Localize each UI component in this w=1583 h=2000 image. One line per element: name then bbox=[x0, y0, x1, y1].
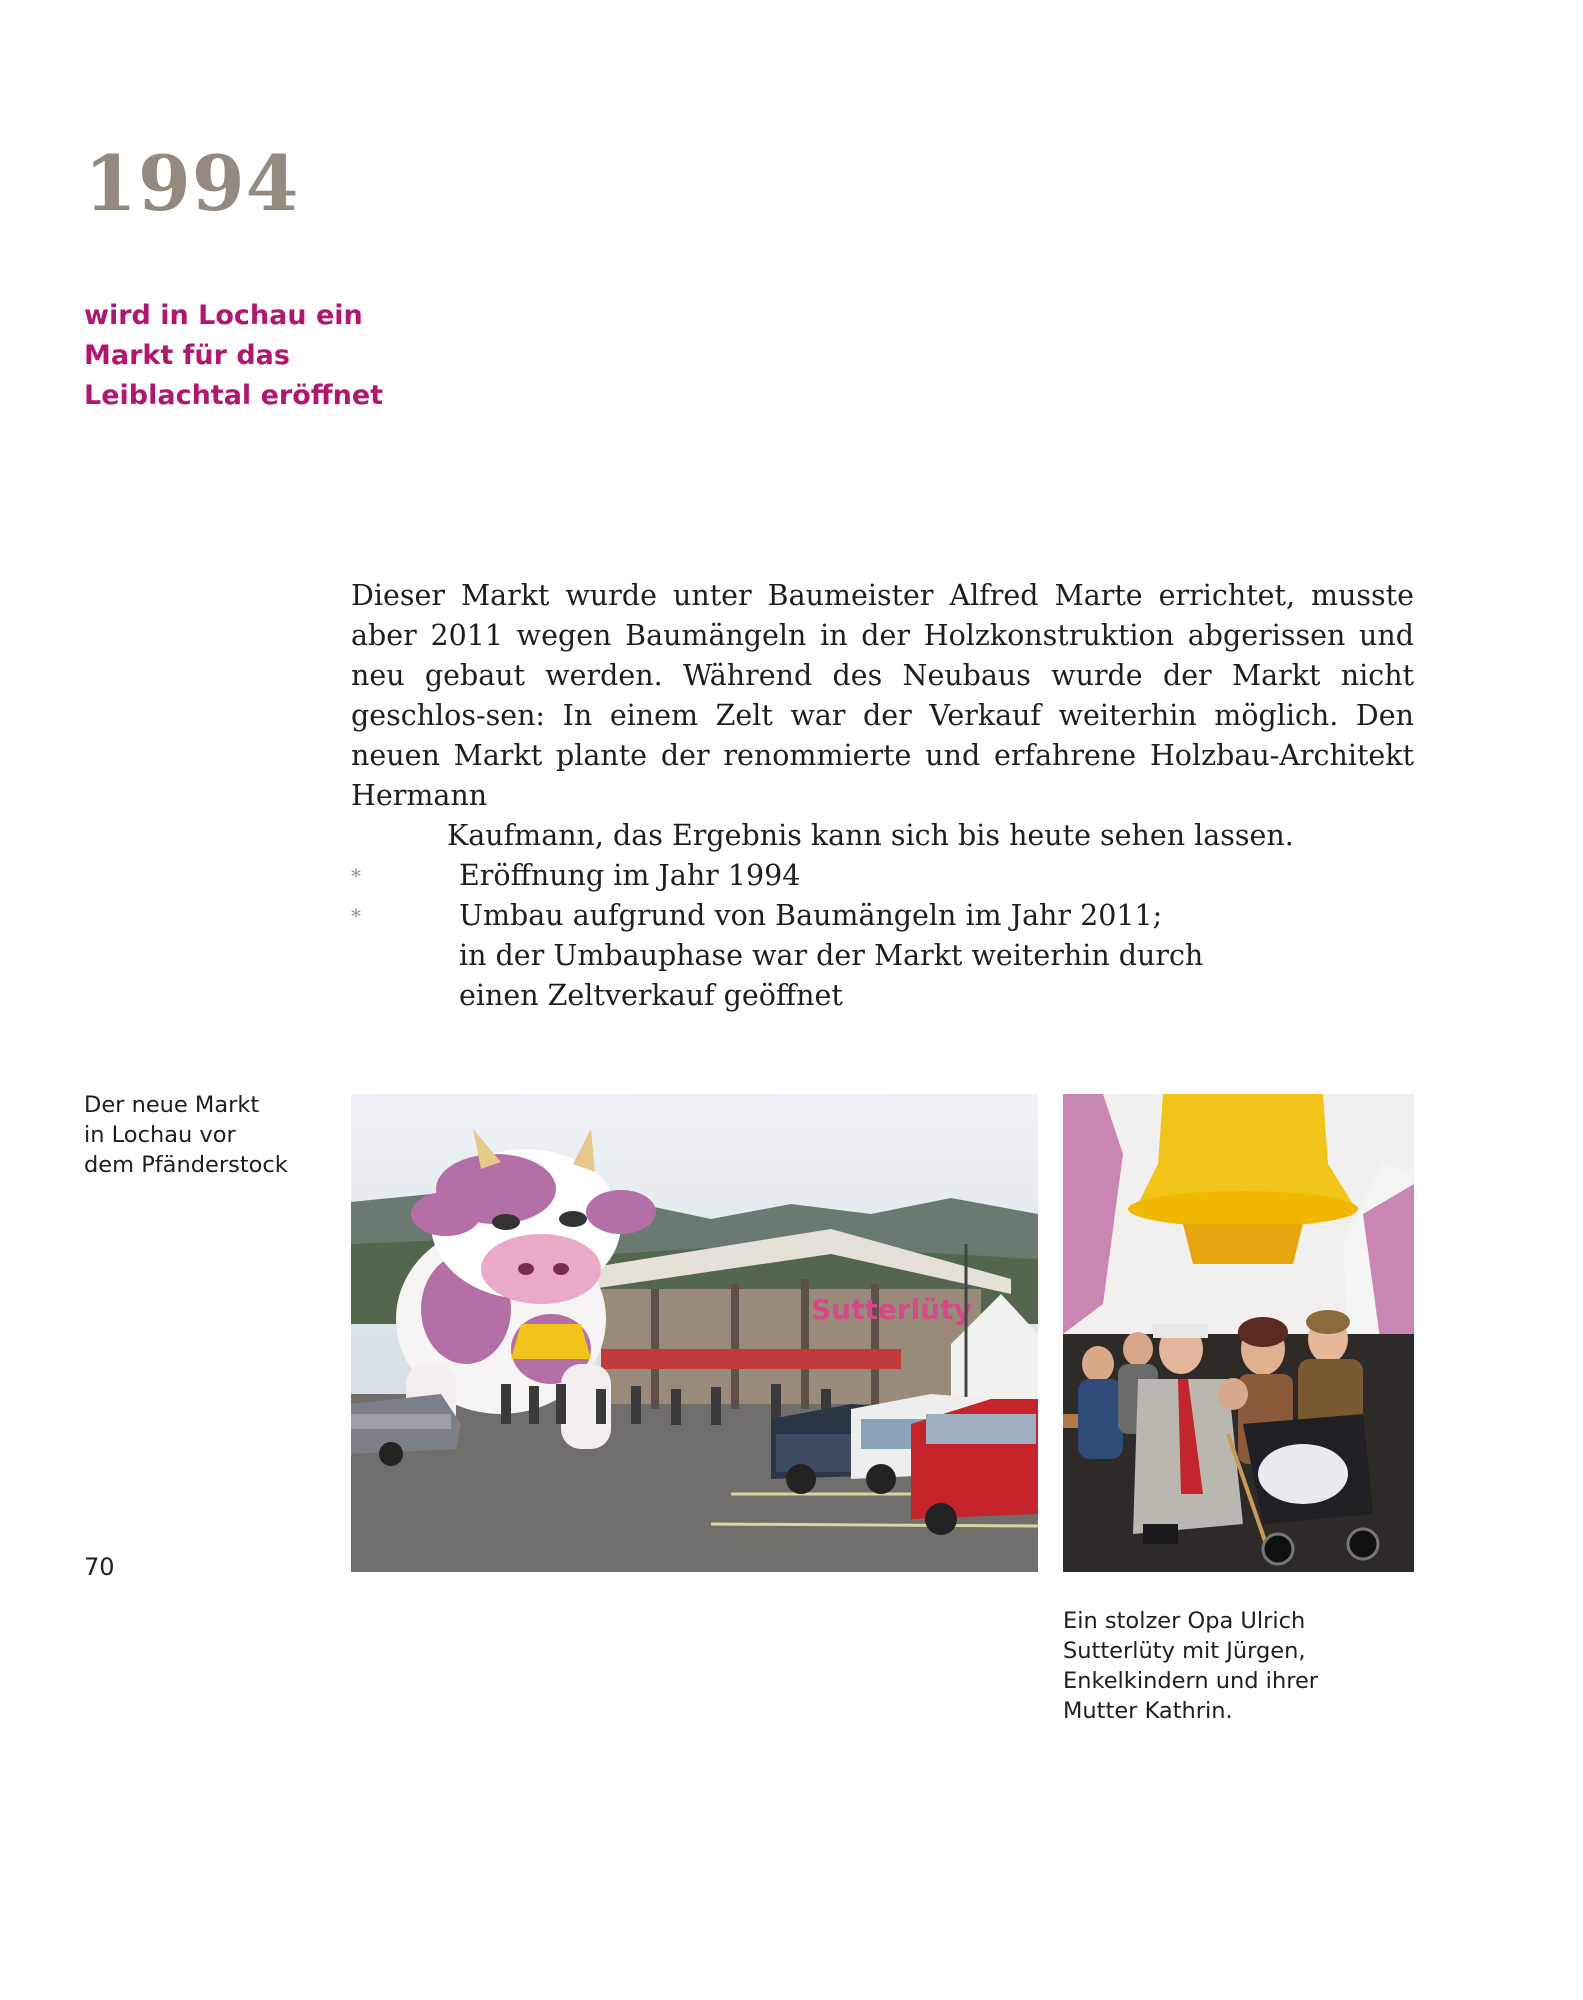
photo-caption-right bbox=[1063, 1606, 1353, 1726]
caption-line: in Lochau vor bbox=[84, 1122, 236, 1148]
subtitle-line: wird in Lochau ein bbox=[84, 300, 363, 331]
family-photo-illustration bbox=[1063, 1094, 1414, 1572]
bullet-text: in der Umbauphase war der Markt weiterhin durch bbox=[459, 939, 1204, 972]
subtitle-line: Markt für das bbox=[84, 340, 290, 371]
body-paragraph-main: Dieser Markt wurde unter Baumeister Alfred Marte errichtet, musste aber 2011 wegen Baumängeln in der Holzkonstruktion abgerissen und neu gebaut werden. Während des Neubaus wurde der Markt nicht geschlos-sen: In einem Zelt war der Verkauf weiterhin möglich. Den neuen Markt plante der renommierte und erfahrene Holzbau-Architekt Hermann bbox=[351, 579, 1414, 812]
caption-line: Enkelkindern und ihrer bbox=[1063, 1668, 1319, 1694]
bullet-text: Umbau aufgrund von Baumängeln im Jahr 2011; bbox=[459, 899, 1163, 932]
page-number: 70 bbox=[84, 1553, 115, 1581]
bullet-text: Eröffnung im Jahr 1994 bbox=[459, 859, 801, 892]
caption-line: Mutter Kathrin. bbox=[1063, 1698, 1233, 1724]
body-paragraph bbox=[351, 576, 1414, 856]
bullet-marker: * bbox=[351, 904, 361, 928]
subtitle-line: Leiblachtal eröffnet bbox=[84, 380, 384, 411]
market-sign-text: Sutterlüty bbox=[811, 1293, 972, 1326]
section-subtitle bbox=[84, 296, 414, 416]
family-photo bbox=[1063, 1094, 1414, 1572]
caption-line: Ein stolzer Opa Ulrich bbox=[1063, 1608, 1306, 1634]
caption-line: Der neue Markt bbox=[84, 1092, 260, 1118]
bullet-text: einen Zeltverkauf geöffnet bbox=[459, 979, 843, 1012]
market-photo-illustration bbox=[351, 1094, 1038, 1572]
bullet-list bbox=[351, 856, 1414, 1016]
year-heading: 1994 bbox=[84, 139, 300, 228]
list-item bbox=[351, 896, 1414, 1016]
body-paragraph-last-line: Kaufmann, das Ergebnis kann sich bis heute sehen lassen. bbox=[447, 819, 1294, 852]
bullet-marker: * bbox=[351, 864, 361, 888]
list-item bbox=[351, 856, 1414, 896]
caption-line: Sutterlüty mit Jürgen, bbox=[1063, 1638, 1306, 1664]
market-photo bbox=[351, 1094, 1038, 1572]
photo-caption-left bbox=[84, 1090, 314, 1180]
caption-line: dem Pfänderstock bbox=[84, 1152, 288, 1178]
